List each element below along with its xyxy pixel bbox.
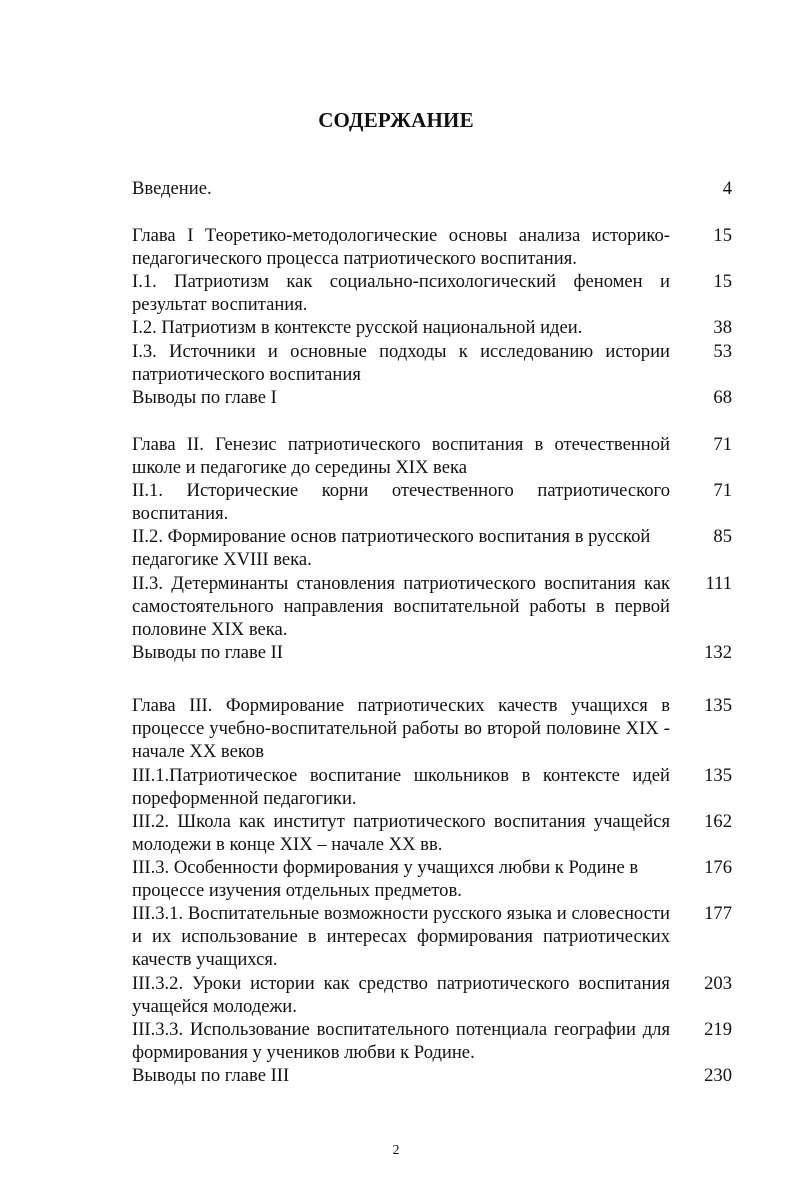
toc-entry-chapter-2: Глава II. Генезис патриотического воспитания в отечественной школе и педагогике до середины XIX века	[132, 434, 670, 478]
toc-entry-2-1: II.1. Исторические корни отечественного патриотического воспитания.	[132, 480, 670, 524]
toc-entry-2-3: II.3. Детерминанты становления патриотического воспитания как самостоятельного направления воспитательной работы в первой половине XIX века.	[132, 573, 670, 640]
toc-entry-3-3-3: III.3.3. Использование воспитательного потенциала географии для формирования у учеников любви к Родине.	[132, 1019, 670, 1063]
toc-entry-conclusions-2: Выводы по главе II	[132, 642, 283, 663]
toc-entry-1-2: I.2. Патриотизм в контексте русской национальной идеи.	[132, 317, 583, 338]
toc-entry-1-3: I.3. Источники и основные подходы к исследованию истории патриотического воспитания	[132, 341, 670, 385]
toc-entry-3-3-1: III.3.1. Воспитательные возможности русского языка и словесности и их использование в интересах формирования патриотических качеств учащихся.	[132, 903, 670, 970]
toc-page-2-3: 111	[705, 573, 732, 594]
toc-page-3-3-3: 219	[704, 1019, 732, 1040]
page-title: СОДЕРЖАНИЕ	[318, 108, 474, 132]
page-number: 2	[392, 1143, 400, 1158]
toc-entry-conclusions-3: Выводы по главе III	[132, 1065, 290, 1086]
toc-page-2-2: 85	[713, 526, 732, 547]
toc-entry-chapter-3: Глава III. Формирование патриотических качеств учащихся в процессе учебно-воспитательной работы во второй половине XIX - начале XX веков	[132, 695, 670, 762]
toc-page-conclusions-3: 230	[704, 1065, 732, 1086]
toc-page-3-2: 162	[704, 811, 732, 832]
toc-page-conclusions-2: 132	[704, 642, 732, 663]
toc-page-chapter-2: 71	[713, 434, 732, 455]
toc-page-3-3-1: 177	[704, 903, 732, 924]
toc-entry-intro: Введение.	[132, 178, 212, 199]
toc-entry-3-1: III.1.Патриотическое воспитание школьников в контексте идей пореформенной педагогики.	[132, 765, 670, 809]
toc-page-1-3: 53	[713, 341, 732, 362]
toc-entry-conclusions-1: Выводы по главе I	[132, 387, 277, 408]
toc-page-intro: 4	[722, 178, 732, 199]
toc-entry-2-2: II.2. Формирование основ патриотического воспитания в русской педагогике XVIII века.	[132, 526, 651, 570]
toc-page-chapter-3: 135	[704, 695, 732, 716]
toc-entry-chapter-1: Глава I Теоретико-методологические основы анализа историко-педагогического процесса патриотического воспитания.	[132, 225, 670, 269]
toc-entry-1-1: I.1. Патриотизм как социально-психологический феномен и результат воспитания.	[132, 271, 670, 315]
toc-page-chapter-1: 15	[713, 225, 732, 246]
toc-page-1-1: 15	[713, 271, 732, 292]
toc-page-conclusions-1: 68	[713, 387, 732, 408]
toc-page-3-3-2: 203	[704, 973, 732, 994]
toc-page-1-2: 38	[713, 317, 732, 338]
toc-entry-3-3-2: III.3.2. Уроки истории как средство патриотического воспитания учащейся молодежи.	[132, 973, 670, 1017]
toc-page-2-1: 71	[713, 480, 732, 501]
toc-page-3-3: 176	[704, 857, 732, 878]
toc-entry-3-2: III.2. Школа как институт патриотического воспитания учащейся молодежи в конце XIX – начале XX вв.	[132, 811, 670, 855]
toc-entry-3-3: III.3. Особенности формирования у учащихся любви к Родине в процессе изучения отдельных предметов.	[132, 857, 639, 901]
toc-page-3-1: 135	[704, 765, 732, 786]
